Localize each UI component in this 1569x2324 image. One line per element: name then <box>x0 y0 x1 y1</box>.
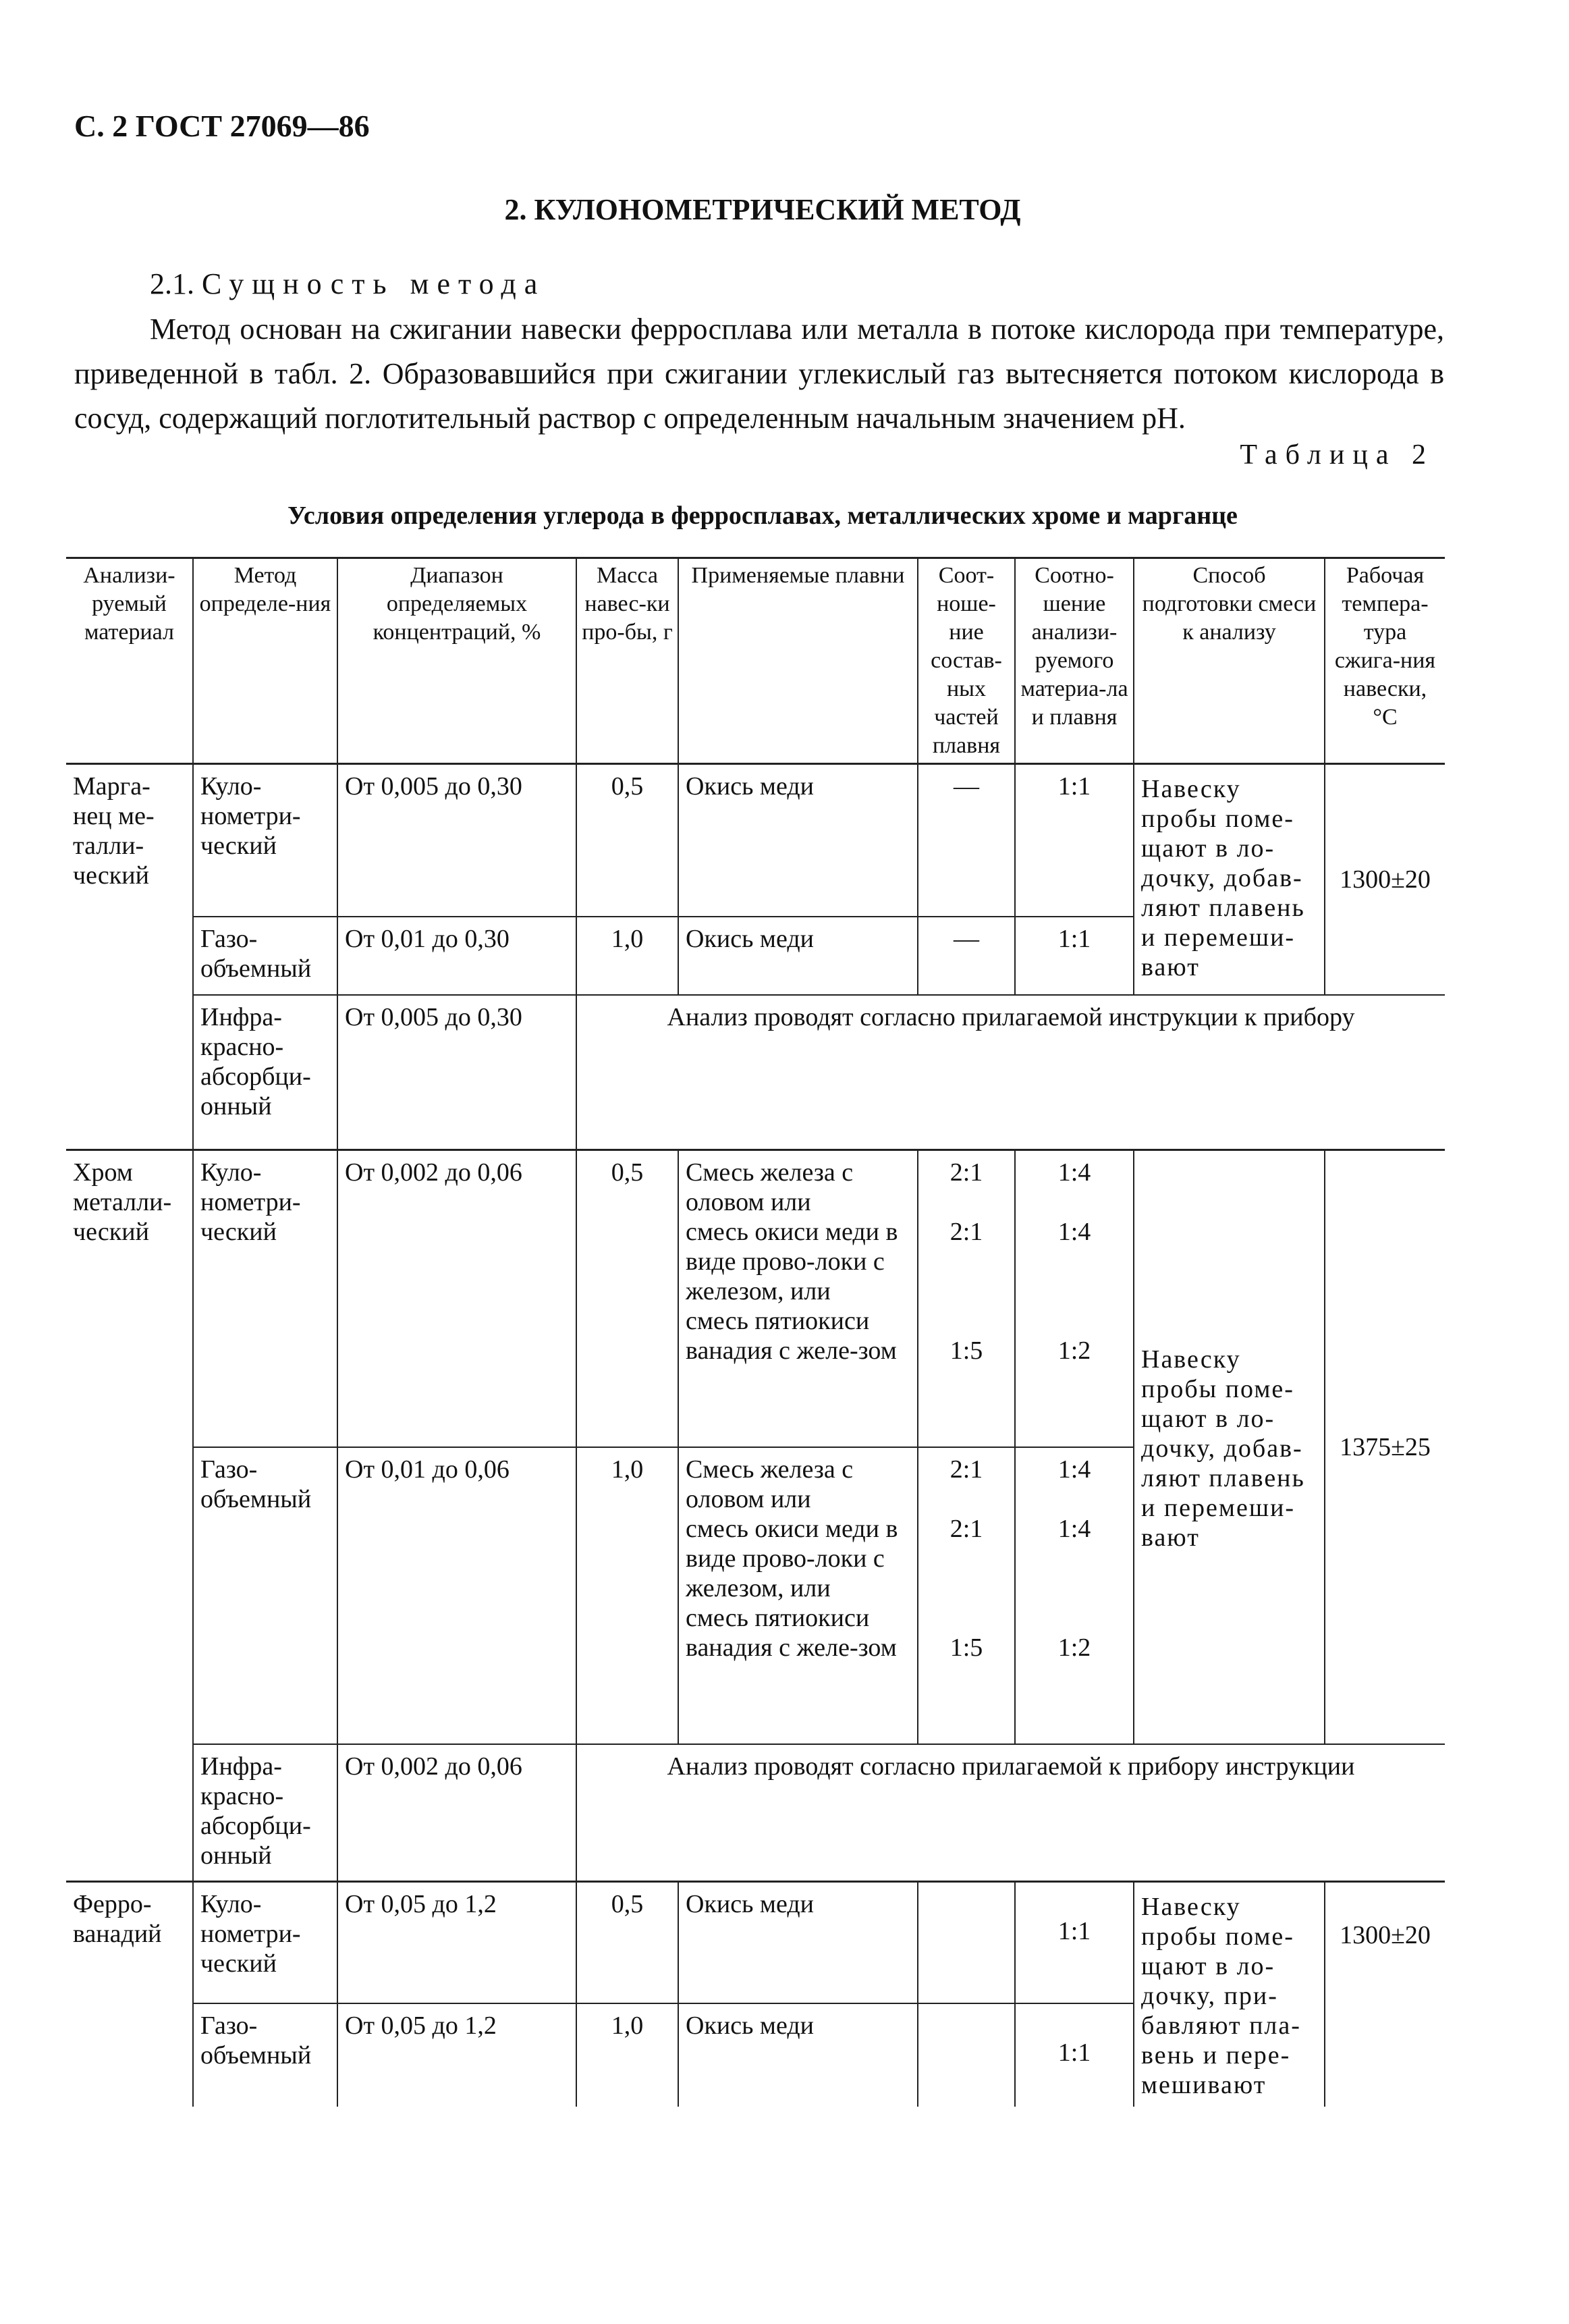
subsection-title: Сущность метода <box>202 267 546 300</box>
carbon-conditions-table <box>66 557 1445 2107</box>
instrument-note-cell: Анализ проводят согласно прилагаемой к прибору инструкции <box>576 1744 1445 1882</box>
flux-option: Смесь железа с оловом или <box>686 1158 854 1216</box>
table-row <box>66 995 1445 1150</box>
table-row <box>66 1744 1445 1882</box>
ratio-material-cell: 1:1 <box>1015 917 1134 995</box>
section-title: 2. КУЛОНОМЕТРИЧЕСКИЙ МЕТОД <box>504 193 1021 226</box>
temperature-cell: 1375±25 <box>1325 1150 1445 1744</box>
mass-cell: 0,5 <box>576 1882 678 2004</box>
ratio-value: 2:1 <box>949 1218 983 1246</box>
ratio-value: 1:4 <box>1057 1158 1091 1187</box>
flux-cell: Окись меди <box>678 1882 918 2004</box>
range-cell: От 0,05 до 1,2 <box>337 2003 576 2107</box>
range-cell: От 0,01 до 0,30 <box>337 917 576 995</box>
mass-cell: 1,0 <box>576 2003 678 2107</box>
table-row <box>66 1882 1445 2004</box>
instrument-note-cell: Анализ проводят согласно прилагаемой инструкции к прибору <box>576 995 1445 1150</box>
ratio-parts-cell: — <box>918 917 1015 995</box>
material-cell: Ферро-ванадий <box>66 1882 193 2107</box>
body-paragraph: Метод основан на сжигании навески ферросплава или металла в потоке кислорода при температуре, приведенной в табл. 2. Образовавшийся при сжигании углекислый газ вытесняется потоком кислорода в сосуд, содержащий поглотительный раствор с определенным начальным значением pH. <box>74 313 1444 435</box>
material-cell: Хром металли-ческий <box>66 1150 193 1882</box>
flux-option: Смесь железа с оловом или <box>686 1455 854 1513</box>
ratio-material-cell: 1:1 <box>1015 764 1134 917</box>
ratio-value: 1:2 <box>1057 1633 1091 1662</box>
method-cell: Инфра-красно-абсорбци-онный <box>193 1744 337 1882</box>
flux-option: смесь окиси меди в виде прово-локи с железом, или <box>686 1218 898 1305</box>
ratio-parts-cell <box>918 1882 1015 2004</box>
column-header: Способ подготовки смеси к анализу <box>1134 558 1325 764</box>
ratio-value: 1:5 <box>949 1633 983 1662</box>
method-cell: Газо-объемный <box>193 1447 337 1744</box>
ratio-parts-cell: — <box>918 764 1015 917</box>
table-label: Таблица 2 <box>1240 439 1434 470</box>
column-header: Рабочая темпера-тура сжига-ния навески, °С <box>1325 558 1445 764</box>
column-header: Соотно-шение анализи-руемого материа-ла и плавня <box>1015 558 1134 764</box>
method-cell: Куло-нометри-ческий <box>193 764 337 917</box>
temperature-cell: 1300±20 <box>1325 764 1445 995</box>
preparation-cell: Навеску пробы поме-щают в ло-дочку, добав-ляют плавень и перемеши-вают <box>1134 764 1325 995</box>
subsection-heading <box>150 267 545 301</box>
flux-cell: Окись меди <box>678 764 918 917</box>
range-cell: От 0,005 до 0,30 <box>337 764 576 917</box>
range-cell: От 0,002 до 0,06 <box>337 1744 576 1882</box>
preparation-cell: Навеску пробы поме-щают в ло-дочку, добав-ляют плавень и перемеши-вают <box>1134 1150 1325 1744</box>
ratio-material-cell <box>1015 1447 1134 1744</box>
material-cell: Марга-нец ме-талли-ческий <box>66 764 193 1150</box>
subsection-number: 2.1. <box>150 267 194 300</box>
method-cell: Газо-объемный <box>193 917 337 995</box>
ratio-value: 1:5 <box>949 1336 983 1365</box>
method-cell: Куло-нометри-ческий <box>193 1882 337 2004</box>
mass-cell: 1,0 <box>576 917 678 995</box>
column-header: Анализи-руемый материал <box>66 558 193 764</box>
ratio-value: 2:1 <box>949 1455 983 1484</box>
ratio-value: 1:2 <box>1057 1336 1091 1365</box>
range-cell: От 0,005 до 0,30 <box>337 995 576 1150</box>
flux-cell: Окись меди <box>678 2003 918 2107</box>
column-header: Метод определе-ния <box>193 558 337 764</box>
range-cell: От 0,01 до 0,06 <box>337 1447 576 1744</box>
table-header-row <box>66 558 1445 764</box>
mass-cell: 1,0 <box>576 1447 678 1744</box>
flux-option: смесь окиси меди в виде прово-локи с железом, или <box>686 1514 898 1602</box>
table-row <box>66 764 1445 917</box>
range-cell: От 0,002 до 0,06 <box>337 1150 576 1447</box>
flux-option: смесь пятиокиси ванадия с желе-зом <box>686 1603 897 1662</box>
method-cell: Инфра-красно-абсорбци-онный <box>193 995 337 1150</box>
table-row <box>66 1150 1445 1447</box>
flux-cell: Окись меди <box>678 917 918 995</box>
preparation-cell: Навеску пробы поме-щают в ло-дочку, при-бавляют пла-вень и пере-мешивают <box>1134 1882 1325 2107</box>
mass-cell: 0,5 <box>576 1150 678 1447</box>
ratio-parts-cell <box>918 1150 1015 1447</box>
ratio-value: 1:4 <box>1057 1514 1091 1543</box>
flux-cell <box>678 1447 918 1744</box>
ratio-value: 2:1 <box>949 1514 983 1543</box>
column-header: Диапазон определяемых концентраций, % <box>337 558 576 764</box>
ratio-material-cell: 1:1 <box>1015 1882 1134 2004</box>
column-header: Соот-ноше-ние состав-ных частей плавня <box>918 558 1015 764</box>
range-cell: От 0,05 до 1,2 <box>337 1882 576 2004</box>
ratio-parts-cell <box>918 1447 1015 1744</box>
flux-option: смесь пятиокиси ванадия с желе-зом <box>686 1307 897 1365</box>
flux-cell <box>678 1150 918 1447</box>
ratio-value: 1:4 <box>1057 1455 1091 1484</box>
mass-cell: 0,5 <box>576 764 678 917</box>
column-header: Применяемые плавни <box>678 558 918 764</box>
table-caption: Условия определения углерода в ферросплавах, металлических хроме и марганце <box>287 502 1238 530</box>
method-cell: Куло-нометри-ческий <box>193 1150 337 1447</box>
ratio-value: 1:4 <box>1057 1218 1091 1246</box>
ratio-parts-cell <box>918 2003 1015 2107</box>
column-header: Масса навес-ки про-бы, г <box>576 558 678 764</box>
ratio-material-cell <box>1015 1150 1134 1447</box>
method-cell: Газо-объемный <box>193 2003 337 2107</box>
page-header: С. 2 ГОСТ 27069—86 <box>74 109 370 143</box>
ratio-material-cell: 1:1 <box>1015 2003 1134 2107</box>
temperature-cell: 1300±20 <box>1325 1882 1445 2107</box>
ratio-value: 2:1 <box>949 1158 983 1187</box>
